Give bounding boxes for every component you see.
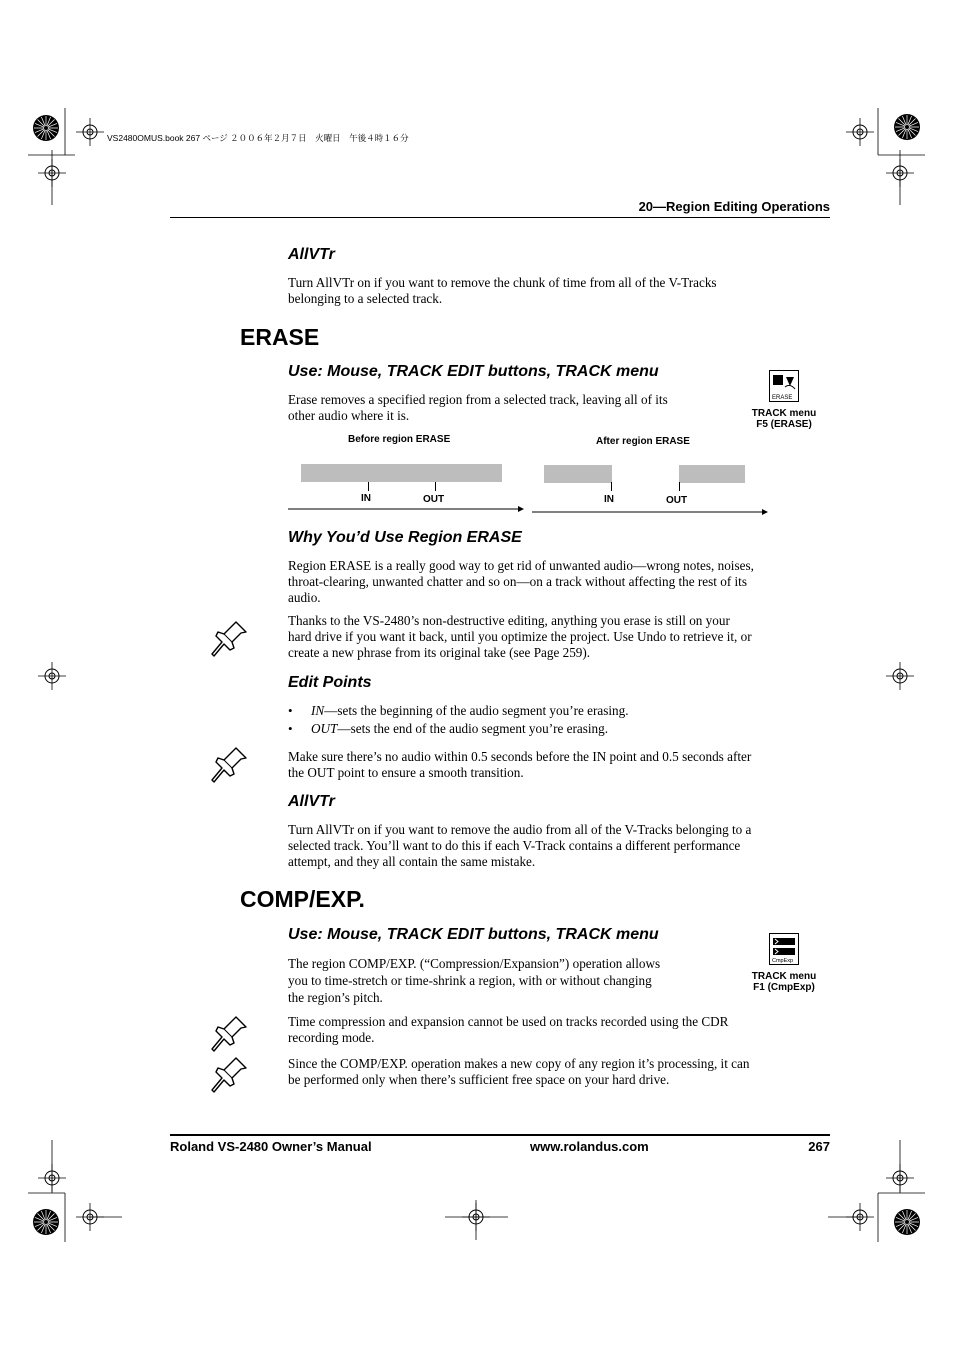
before-label: Before region ERASE	[348, 434, 451, 445]
pushpin-note-icon	[210, 1056, 250, 1094]
text-line: recording mode.	[288, 1030, 375, 1045]
print-job-header: VS2480OMUS.book 267 ページ ２００６年２月７日 火曜日 午後４時１６分	[107, 133, 409, 143]
in-tick	[611, 482, 612, 491]
page-number: 267	[808, 1139, 830, 1154]
text-line: create a new phrase from its original take (see Page 259).	[288, 645, 591, 660]
bullet-term: OUT	[311, 721, 338, 736]
why-note	[288, 613, 752, 661]
bullet-term: IN	[311, 703, 325, 718]
text-line: throat-clearing, unwanted chatter and so on—on a track without affecting the rest of its	[288, 574, 747, 589]
edit-points-note	[288, 749, 751, 781]
running-head: 20—Region Editing Operations	[638, 199, 830, 214]
text-line: audio.	[288, 590, 321, 605]
text-line: hard drive if you want it back, until you optimize the project. Use Undo to retrieve it, or	[288, 629, 752, 644]
text-line: Turn AllVTr on if you want to remove the chunk of time from all of the V-Tracks	[288, 275, 717, 290]
after-timeline-arrow	[532, 507, 772, 517]
cmpexp-icon-caption	[740, 971, 828, 993]
use-heading-compexp: Use: Mouse, TRACK EDIT buttons, TRACK menu	[288, 926, 659, 943]
allvtr2-paragraph	[288, 822, 751, 870]
bullet-text: —sets the end of the audio segment you’re erasing.	[337, 721, 609, 736]
bullet-out	[311, 721, 608, 737]
in-label: IN	[604, 494, 614, 505]
footer-url: www.rolandus.com	[530, 1139, 649, 1154]
text-line: Thanks to the VS-2480’s non-destructive editing, anything you erase is still on your	[288, 613, 730, 628]
after-label: After region ERASE	[596, 436, 690, 447]
in-tick	[368, 482, 369, 491]
section-heading-allvtr: AllVTr	[288, 246, 335, 263]
text-line: you to time-stretch or time-shrink a region, with or without changing	[288, 973, 652, 988]
text-line: other audio where it is.	[288, 408, 410, 423]
text-line: The region COMP/EXP. (“Compression/Expansion”) operation allows	[288, 956, 661, 971]
pushpin-note-icon	[210, 746, 250, 784]
text-line: the region’s pitch.	[288, 990, 383, 1005]
text-line: Make sure there’s no audio within 0.5 seconds before the IN point and 0.5 seconds after	[288, 749, 752, 764]
out-tick	[679, 482, 680, 491]
after-region-bar-left	[544, 465, 612, 483]
svg-text:ERASE: ERASE	[772, 395, 793, 401]
footer-manual-title: Roland VS-2480 Owner’s Manual	[170, 1139, 372, 1154]
footer-rule	[170, 1134, 830, 1136]
out-label: OUT	[423, 494, 445, 505]
caption-line: TRACK menu	[751, 971, 817, 982]
text-line: Time compression and expansion cannot be used on tracks recorded using the CDR	[288, 1014, 729, 1029]
why-paragraph	[288, 558, 754, 606]
erase-glyph	[770, 371, 798, 401]
cmpexp-glyph	[770, 934, 798, 964]
erase-icon-caption	[740, 408, 828, 430]
section-heading-allvtr: AllVTr	[288, 793, 335, 810]
use-heading-erase: Use: Mouse, TRACK EDIT buttons, TRACK menu	[288, 363, 659, 380]
text-line: Since the COMP/EXP. operation makes a new copy of any region it’s processing, it can	[288, 1056, 750, 1071]
section-title-compexp: COMP/EXP.	[240, 886, 365, 912]
in-label: IN	[361, 493, 371, 504]
erase-paragraph	[288, 392, 668, 424]
pushpin-note-icon	[210, 620, 250, 658]
caption-line: F1 (CmpExp)	[753, 982, 815, 993]
section-heading-edit-points: Edit Points	[288, 674, 372, 691]
text-line: belonging to a selected track.	[288, 291, 443, 306]
pushpin-note-icon	[210, 1015, 250, 1053]
header-rule	[170, 217, 830, 218]
text-line: the OUT point to ensure a smooth transition.	[288, 765, 524, 780]
out-tick	[435, 482, 436, 491]
svg-text:CmpExp: CmpExp	[772, 958, 794, 964]
text-line: selected track. You’ll want to do this if each V-Track contains a different performance	[288, 838, 741, 853]
bullet-dot: •	[288, 703, 293, 718]
after-region-bar-right	[679, 465, 745, 483]
caption-line: F5 (ERASE)	[756, 419, 812, 430]
text-line: be performed only when there’s sufficient free space on your hard drive.	[288, 1072, 670, 1087]
before-region-bar	[301, 464, 502, 482]
text-line: Turn AllVTr on if you want to remove the audio from all of the V-Tracks belonging to a	[288, 822, 752, 837]
bullet-dot: •	[288, 721, 293, 736]
compexp-paragraph	[288, 955, 660, 1006]
compexp-note-1	[288, 1014, 728, 1046]
out-label: OUT	[666, 495, 688, 506]
text-line: Region ERASE is a really good way to get rid of unwanted audio—wrong notes, noises,	[288, 558, 754, 573]
section-title-erase: ERASE	[240, 324, 320, 350]
compexp-note-2	[288, 1056, 749, 1088]
before-timeline-arrow	[288, 504, 528, 514]
bullet-text: —sets the beginning of the audio segment you’re erasing.	[324, 703, 629, 718]
caption-line: TRACK menu	[751, 408, 817, 419]
text-line: attempt, and they all contain the same mistake.	[288, 854, 536, 869]
cmpexp-icon	[769, 933, 799, 965]
erase-icon	[769, 370, 799, 402]
section-heading-why: Why You’d Use Region ERASE	[288, 529, 522, 546]
allvtr-paragraph	[288, 275, 717, 307]
text-line: Erase removes a specified region from a selected track, leaving all of its	[288, 392, 668, 407]
bullet-in	[311, 703, 629, 719]
